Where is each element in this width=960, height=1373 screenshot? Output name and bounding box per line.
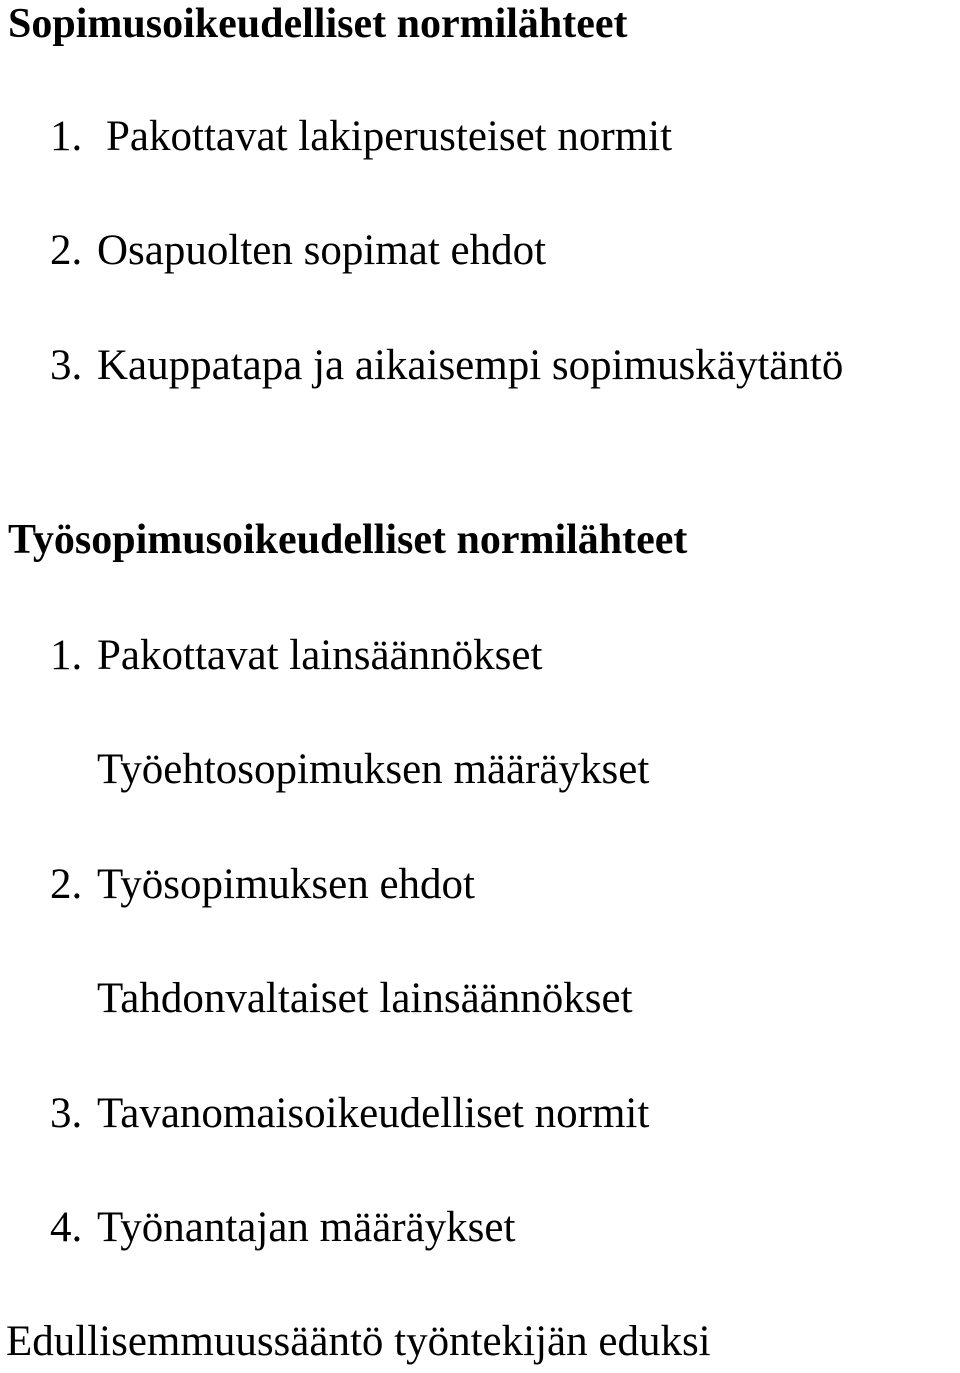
list-item-text: Kauppatapa ja aikaisempi sopimuskäytäntö xyxy=(97,342,844,389)
list-item-text: Tavanomaisoikeudelliset normit xyxy=(97,1090,650,1137)
list-item-number: 4. xyxy=(50,1204,83,1251)
list-item-text: Osapuolten sopimat ehdot xyxy=(97,227,547,274)
footer-note: Edullisemmuussääntö työntekijän eduksi xyxy=(6,1318,711,1365)
list-item-number: 1. xyxy=(50,632,83,679)
list-subitem-text: Työehtosopimuksen määräykset xyxy=(97,746,650,793)
list-item-number: 3. xyxy=(50,1090,83,1137)
section2-title: Työsopimusoikeudelliset normilähteet xyxy=(8,517,688,563)
list-item-number: 3. xyxy=(50,342,83,389)
list-item-text: Työnantajan määräykset xyxy=(97,1204,516,1251)
list-item-number: 2. xyxy=(50,227,83,274)
list-subitem-text: Tahdonvaltaiset lainsäännökset xyxy=(97,975,633,1022)
list-item-number: 1. xyxy=(50,113,83,160)
list-item-text: Pakottavat lakiperusteiset normit xyxy=(106,113,673,160)
list-item-text: Työsopimuksen ehdot xyxy=(97,861,475,908)
list-item-text: Pakottavat lainsäännökset xyxy=(97,632,543,679)
list-item-number: 2. xyxy=(50,861,83,908)
section1-title: Sopimusoikeudelliset normilähteet xyxy=(8,1,628,47)
